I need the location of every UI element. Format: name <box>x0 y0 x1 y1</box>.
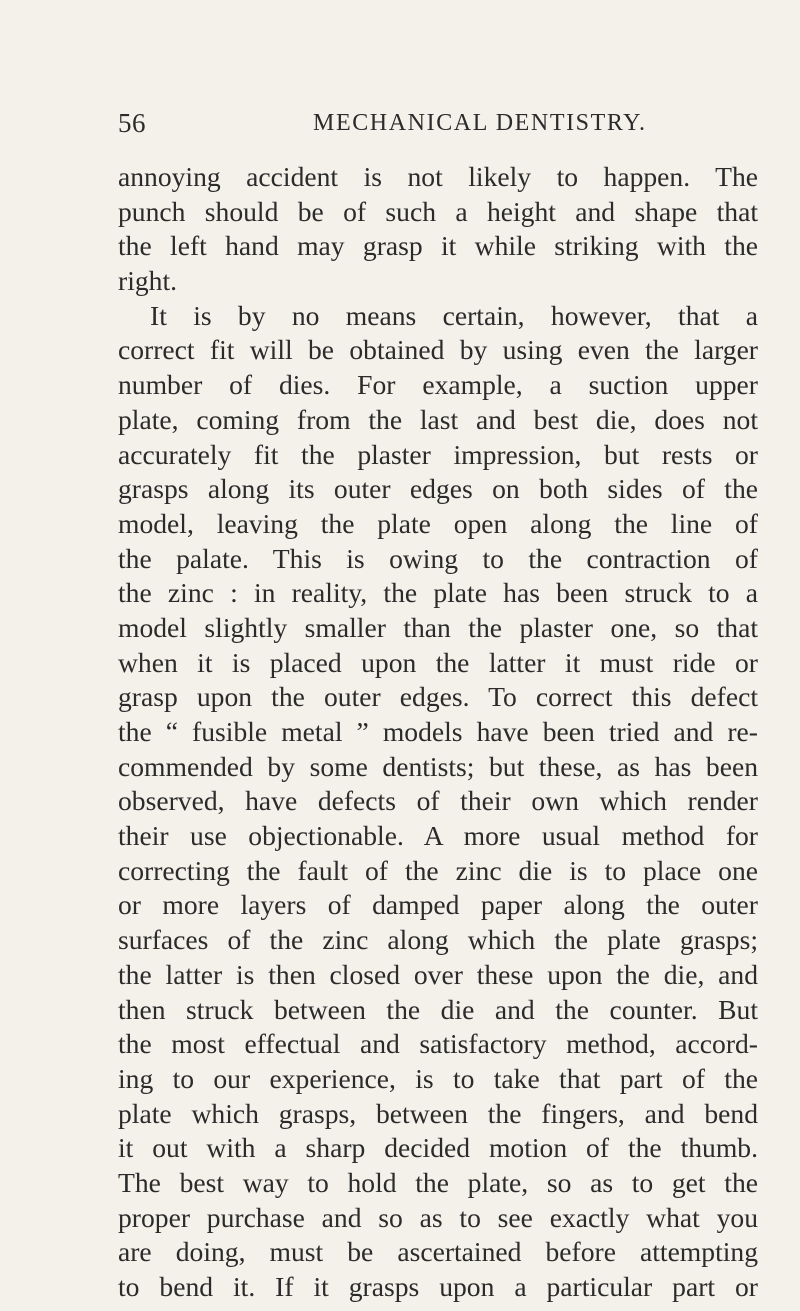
text-line: then struck between the die and the counter. But <box>118 993 758 1025</box>
text-line: the zinc : in reality, the plate has been struck to a <box>118 577 758 609</box>
text-line: their use objectionable. A more usual method for <box>118 820 758 852</box>
text-line: grasp upon the outer edges. To correct this defect <box>118 681 758 713</box>
text-line: plate, coming from the last and best die, does not <box>118 403 758 435</box>
text-line: commended by some dentists; but these, as has been <box>118 750 758 782</box>
text-line: surfaces of the zinc along which the plate grasps; <box>118 924 758 956</box>
text-line: when it is placed upon the latter it must ride or <box>118 646 758 678</box>
text-line: The best way to hold the plate, so as to get the <box>118 1166 758 1198</box>
text-line: accurately fit the plaster impression, but rests or <box>118 438 758 470</box>
text-line: it out with a sharp decided motion of the thumb. <box>118 1132 758 1164</box>
running-head <box>118 108 728 142</box>
text-line: plate which grasps, between the fingers, and bend <box>118 1097 758 1129</box>
text-line: model slightly smaller than the plaster one, so that <box>118 611 758 643</box>
text-line: observed, have defects of their own which render <box>118 785 758 817</box>
text-line: are doing, must be ascertained before attempting <box>118 1236 758 1268</box>
text-line: to bend it. If it grasps upon a particular part or <box>118 1271 758 1302</box>
text-line: model, leaving the plate open along the line of <box>118 507 758 539</box>
text-line: correcting the fault of the zinc die is to place one <box>118 854 758 886</box>
text-line: It is by no means certain, however, that a <box>150 299 758 331</box>
text-line: the left hand may grasp it while striking with the <box>118 230 758 262</box>
text-line: the latter is then closed over these upon the die, and <box>118 958 758 990</box>
text-line: number of dies. For example, a suction upper <box>118 369 758 401</box>
text-line: the “ fusible metal ” models have been tried and re- <box>118 716 758 747</box>
text-line: right. <box>118 265 178 297</box>
text-line: grasps along its outer edges on both sides of the <box>118 473 758 505</box>
page-number: 56 <box>118 108 146 138</box>
running-title: MECHANICAL DENTISTRY. <box>313 110 647 136</box>
body-text <box>118 160 758 1305</box>
text-line: annoying accident is not likely to happen. The <box>118 161 758 192</box>
text-line: or more layers of damped paper along the outer <box>118 889 758 921</box>
text-line: punch should be of such a height and shape that <box>118 195 758 227</box>
text-line: ing to our experience, is to take that part of the <box>118 1062 758 1094</box>
text-line: the palate. This is owing to the contraction of <box>118 542 758 574</box>
text-line: correct fit will be obtained by using even the larger <box>118 334 758 366</box>
text-line: the most effectual and satisfactory method, accord- <box>118 1028 758 1060</box>
text-line: proper purchase and so as to see exactly what you <box>118 1201 758 1233</box>
